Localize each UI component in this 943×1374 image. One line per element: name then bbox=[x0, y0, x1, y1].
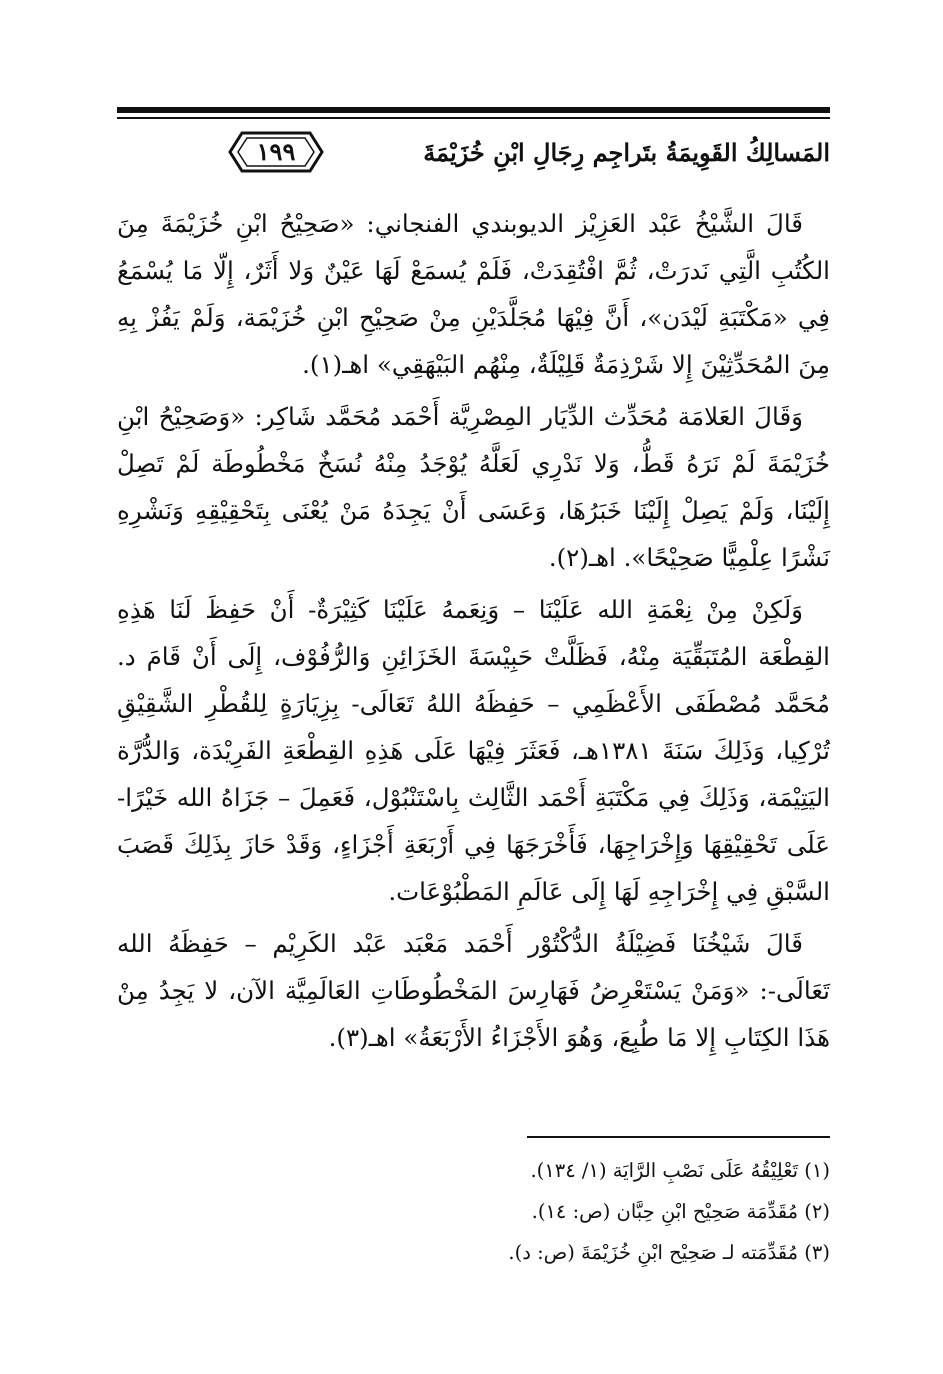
footnote-3: (٣) مُقَدِّمَته لـ صَحِيْح ابْنِ خُزَيْمَةَ (ص: د). bbox=[508, 1241, 830, 1264]
page-number: ١٩٩ bbox=[256, 137, 296, 166]
footnotes bbox=[117, 1150, 830, 1273]
paragraph-2: وَقَالَ العَلامَة مُحَدِّث الدِّيَار المِصْرِيَّة أَحْمَد مُحَمَّد شَاكِر: «وَصَحِيْحُ ابْنِ خُزَيْمَةَ لَمْ نَرَهُ قَطُّ، وَلا نَدْرِي لَعَلَّهُ يُوْجَدُ مِنْهُ نُسَخٌ مَخْطُوطَة لَمْ تَصِلْ إِلَيْنَا، وَلَمْ يَصِلْ إِلَيْنَا خَبَرُهَا، وَعَسَى أَنْ يَجِدَهُ مَنْ يُعْنَى بِتَحْقِيْقِهِ وَنَشْرِهِ نَشْرًا عِلْمِيًّا صَحِيْحًا». اهـ(٢). bbox=[117, 402, 830, 572]
paragraph-1: قَالَ الشَّيْخُ عَبْد العَزِيْز الديوبندي الفنجاني: «صَحِيْحُ ابْنِ خُزَيْمَةَ مِنَ الكُتُبِ الَّتِي نَدرَتْ، ثُمَّ افْتُقِدَتْ، فَلَمْ يُسمَعْ لَهَا عَيْنٌ وَلا أَثَرٌ، إِلّا مَا يُسْمَعُ فِي «مَكْتَبَةِ لَيْدَن»، أَنَّ فِيْهَا مُجَلَّدَيْنِ مِنْ صَحِيْحِ ابْنِ خُزَيْمَة، وَلَمْ يَفُزْ بِهِ مِنَ المُحَدِّثِيْنَ إِلا شَرْذِمَةٌ قَلِيْلَةٌ، مِنْهُم البَيْهَقِي» اهـ(١). bbox=[117, 209, 830, 379]
main-text bbox=[117, 200, 830, 1066]
running-title: المَسالِكُ القَوِيمَةُ بتَراجِم رِجَالِ ابْنِ خُزَيْمَةَ bbox=[423, 138, 830, 167]
paragraph-4: قَالَ شَيْخُنَا فَضِيْلَةُ الدُّكْتُوْر أَحْمَد مَعْبَد عَبْد الكَرِيْم – حَفِظَهُ الله تَعَالَى-: «وَمَنْ يَسْتَعْرِضُ فَهَارِسَ المَخْطُوطَاتِ العَالَمِيَّة الآن، لا يَجِدُ مِنْ هَذَا الكِتَابِ إِلا مَا طُبِعَ، وَهُوَ الأَجْزَاءُ الأَرْبَعَةُ» اهـ(٣). bbox=[117, 929, 830, 1052]
header-rule-thick bbox=[117, 107, 830, 113]
footnote-1: (١) تَعْلِيْقُهُ عَلَى نَصْبِ الرَّايَة (١/ ١٣٤). bbox=[530, 1159, 830, 1182]
footnote-separator bbox=[527, 1136, 830, 1138]
header-rule-thin bbox=[117, 117, 830, 119]
page-number-badge bbox=[228, 129, 324, 175]
footnote-2: (٢) مُقَدِّمَة صَحِيْح ابْنِ حِبَّان (ص: ١٤). bbox=[531, 1200, 830, 1223]
paragraph-3: وَلَكِنْ مِنْ نِعْمَةِ الله عَلَيْنَا – وَنِعَمهُ عَلَيْنَا كَثِيْرَةٌ- أَنْ حَفِظَ لَنَا هَذِهِ القِطْعَة المُتَبَقِّيَة مِنْهُ، فَظَلَّتْ حَبِيْسَةَ الخَزَائِنِ وَالرُّفُوْف، إِلَى أَنْ قَامَ د. مُحَمَّد مُصْطَفَى الأَعْظَمِي – حَفِظَهُ اللهُ تَعَالَى- بِزِيَارَةٍ لِلقُطْرِ الشَّقِيْقِ تُرْكِيا، وَذَلِكَ سَنَةَ ١٣٨١هـ، فَعَثَرَ فِيْهَا عَلَى هَذِهِ القِطْعَةِ الفَرِيْدَة، وَالدُّرَّة اليَتِيْمَة، وَذَلِكَ فِي مَكْتَبَةِ أَحْمَد الثَّالِث بِاسْتَنْبُوْل، فَعَمِلَ – جَزَاهُ الله خَيْرًا- عَلَى تَحْقِيْقِهَا وَإِخْرَاجِهَا، فَأَخْرَجَهَا فِي أَرْبَعَةِ أَجْزَاءٍ، وَقَدْ حَازَ بِذَلِكَ قَصَبَ السَّبْقِ فِي إِخْرَاجِهِ لَهَا إِلَى عَالَمِ المَطْبُوْعَات. bbox=[117, 595, 830, 906]
